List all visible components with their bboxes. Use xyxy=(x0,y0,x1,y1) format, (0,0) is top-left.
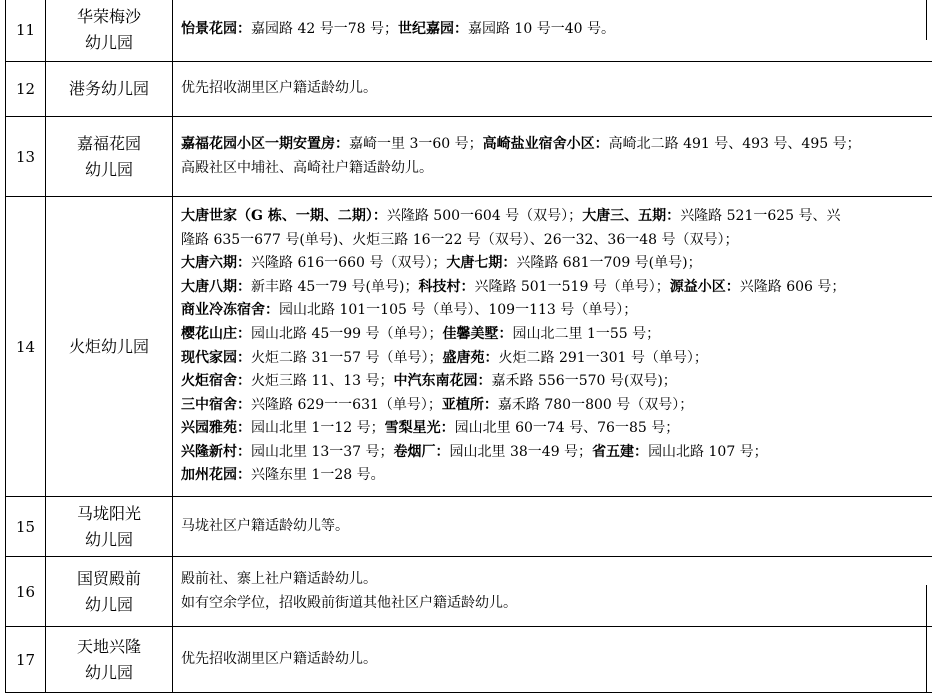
address-text: 兴隆路 616一660 号（双号）； xyxy=(251,255,447,272)
area-line xyxy=(181,299,932,323)
community-name: 兴园雅苑： xyxy=(181,420,251,437)
community-name: 雪梨星光： xyxy=(384,420,455,437)
area-line xyxy=(181,157,932,181)
enrollment-area xyxy=(173,627,932,693)
row-number: 14 xyxy=(6,197,46,497)
community-name: 商业冷冻宿舍： xyxy=(181,302,279,319)
kindergarten-name-line: 华荣梅沙 xyxy=(76,7,141,26)
kindergarten-name xyxy=(46,117,173,197)
community-name: 樱花山庄： xyxy=(181,325,251,342)
area-line xyxy=(181,252,932,276)
community-name: 怡景花园： xyxy=(181,21,251,38)
kindergarten-name xyxy=(46,627,173,693)
address-text: 新丰路 45一79 号(单号)； xyxy=(251,278,419,295)
area-line xyxy=(181,592,932,616)
community-name: 大唐三、五期： xyxy=(582,207,681,224)
community-name: 科技村： xyxy=(418,278,475,295)
address-text: 兴隆路 500一604 号（双号）； xyxy=(386,207,583,224)
address-text: 园山北里 60一74 号、76一85 号； xyxy=(454,420,680,437)
area-line xyxy=(181,323,932,347)
community-name: 佳馨美墅： xyxy=(442,325,513,342)
community-name: 高崎盐业宿舍小区： xyxy=(482,135,609,152)
address-text: 兴隆路 521一625 号、兴 xyxy=(680,207,841,224)
row-number: 11 xyxy=(6,0,46,62)
address-text: 嘉园路 42 号一78 号； xyxy=(251,21,398,38)
area-line xyxy=(181,229,932,253)
community-name: 火炬宿舍： xyxy=(181,373,251,390)
community-name: 盛唐苑： xyxy=(442,349,499,366)
area-line xyxy=(181,394,932,418)
kindergarten-name xyxy=(46,557,173,627)
row-number: 17 xyxy=(6,627,46,693)
address-text: 优先招收湖里区户籍适龄幼儿。 xyxy=(181,650,377,667)
address-text: 嘉园路 10 号一40 号。 xyxy=(467,21,615,38)
community-name: 源益小区： xyxy=(669,278,740,295)
area-line xyxy=(181,417,932,441)
area-line xyxy=(181,370,932,394)
table-row xyxy=(6,197,932,497)
enrollment-area xyxy=(173,62,932,117)
kindergarten-name-line: 幼儿园 xyxy=(84,594,133,614)
kindergarten-name-line: 幼儿园 xyxy=(84,529,133,549)
kindergarten-name-line: 港务幼儿园 xyxy=(68,79,149,98)
area-line xyxy=(181,568,932,592)
address-text: 马垅社区户籍适龄幼儿等。 xyxy=(181,517,349,534)
kindergarten-name xyxy=(46,197,173,497)
address-text: 殿前社、寨上社户籍适龄幼儿。 xyxy=(181,570,377,587)
address-text: 嘉崎一里 3一60 号； xyxy=(349,135,483,152)
kindergarten-name-line: 幼儿园 xyxy=(84,662,133,682)
row-number: 15 xyxy=(6,497,46,557)
address-text: 高殿社区中埔社、高崎社户籍适龄幼儿。 xyxy=(181,159,433,176)
enrollment-area xyxy=(173,117,932,197)
area-line xyxy=(181,464,932,488)
community-name: 中汽东南花园： xyxy=(393,373,492,390)
table-row xyxy=(6,557,932,627)
table-edge-line-top xyxy=(926,0,927,40)
address-text: 优先招收湖里区户籍适龄幼儿。 xyxy=(181,80,377,97)
address-text: 隆路 635一677 号(单号)、火炬三路 16一22 号（双号）、26一32、36一48 号（双号）； xyxy=(181,231,739,248)
table-row xyxy=(6,627,932,693)
kindergarten-name-line: 幼儿园 xyxy=(84,33,133,52)
community-name: 亚植所： xyxy=(441,396,498,413)
area-line xyxy=(181,133,932,157)
address-text: 园山北里 13一37 号； xyxy=(251,443,394,460)
community-name: 加州花园： xyxy=(181,467,251,484)
area-line xyxy=(181,205,932,229)
community-name: 省五建： xyxy=(592,443,649,460)
community-name: 大唐七期： xyxy=(446,255,517,272)
kindergarten-name-line: 马垅阳光 xyxy=(76,503,141,523)
community-name: 卷烟厂： xyxy=(393,443,450,460)
community-name: 大唐世家（G 栋、一期、二期）： xyxy=(181,207,387,224)
community-name: 世纪嘉园： xyxy=(397,21,468,38)
community-name: 大唐八期： xyxy=(181,278,251,295)
area-line xyxy=(181,18,932,42)
table-row xyxy=(6,497,932,557)
address-text: 兴隆路 629一一631（单号）； xyxy=(251,396,442,413)
area-line xyxy=(181,276,932,300)
address-text: 园山北路 101一105 号（单号）、109一113 号（单号）； xyxy=(279,302,638,319)
address-text: 火炬二路 291一301 号（单号）； xyxy=(498,349,708,366)
area-line xyxy=(181,515,932,539)
table-row xyxy=(6,117,932,197)
address-text: 园山北里 38一49 号； xyxy=(449,443,593,460)
enrollment-area xyxy=(173,497,932,557)
kindergarten-name xyxy=(46,62,173,117)
address-text: 园山北二里 1一55 号； xyxy=(512,325,661,342)
community-name: 兴隆新村： xyxy=(181,443,251,460)
address-text: 兴隆路 606 号； xyxy=(739,278,846,295)
address-text: 园山北里 1一12 号； xyxy=(251,420,385,437)
kindergarten-enrollment-table xyxy=(5,0,932,693)
community-name: 大唐六期： xyxy=(181,255,251,272)
community-name: 三中宿舍： xyxy=(181,396,251,413)
table-body xyxy=(6,0,932,693)
table-row xyxy=(6,62,932,117)
community-name: 嘉福花园小区一期安置房： xyxy=(181,135,349,152)
address-text: 兴隆东里 1一28 号。 xyxy=(251,467,385,484)
kindergarten-name-line: 幼儿园 xyxy=(84,159,133,179)
kindergarten-name xyxy=(46,497,173,557)
address-text: 园山北路 107 号； xyxy=(648,443,768,460)
address-text: 火炬二路 31一57 号（单号）； xyxy=(251,349,443,366)
kindergarten-name-line: 嘉福花园 xyxy=(76,133,141,153)
table-edge-line-bottom xyxy=(926,585,927,693)
row-number: 13 xyxy=(6,117,46,197)
area-line xyxy=(181,77,932,101)
kindergarten-name-line: 国贸殿前 xyxy=(76,568,141,588)
address-text: 高崎北二路 491 号、493 号、495 号； xyxy=(608,135,861,152)
address-text: 园山北路 45一99 号（单号）； xyxy=(251,325,443,342)
address-text: 兴隆路 501一519 号（单号）； xyxy=(474,278,670,295)
area-line xyxy=(181,441,932,465)
table-row xyxy=(6,0,932,62)
area-line xyxy=(181,347,932,371)
address-text: 兴隆路 681一709 号(单号)； xyxy=(516,255,702,272)
kindergarten-name xyxy=(46,0,173,62)
kindergarten-name-line: 天地兴隆 xyxy=(76,636,141,656)
address-text: 火炬三路 11、13 号； xyxy=(251,373,394,390)
enrollment-area xyxy=(173,0,932,62)
enrollment-area xyxy=(173,557,932,627)
address-text: 嘉禾路 556一570 号(双号)； xyxy=(491,373,677,390)
kindergarten-name-line: 火炬幼儿园 xyxy=(68,336,149,356)
address-text: 嘉禾路 780一800 号（双号）； xyxy=(497,396,694,413)
address-text: 如有空余学位，招收殿前街道其他社区户籍适龄幼儿。 xyxy=(181,594,517,611)
area-line xyxy=(181,648,932,672)
community-name: 现代家园： xyxy=(181,349,251,366)
row-number: 12 xyxy=(6,62,46,117)
row-number: 16 xyxy=(6,557,46,627)
enrollment-area xyxy=(173,197,932,497)
